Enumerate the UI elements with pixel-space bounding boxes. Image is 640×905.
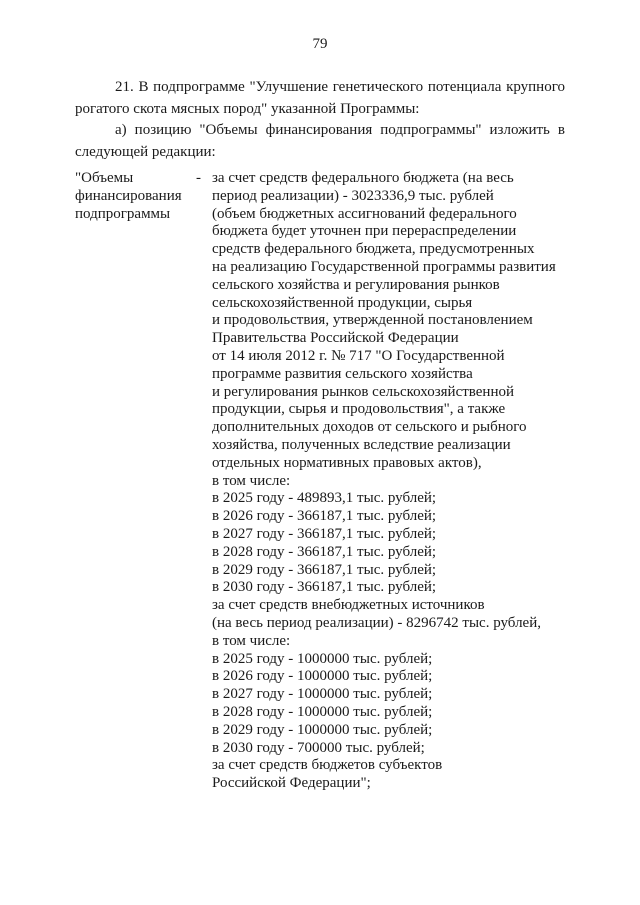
position-content-line: в 2026 году - 1000000 тыс. рублей; — [212, 668, 433, 685]
position-content-line: программе развития сельского хозяйства — [212, 365, 473, 382]
position-label-line: подпрограммы — [75, 205, 171, 222]
intro-paragraph-2-line: в следующей редакции: — [75, 122, 565, 160]
position-content-line: в 2029 году - 366187,1 тыс. рублей; — [212, 561, 437, 578]
position-content-line: хозяйства, полученных вследствие реализации — [212, 436, 511, 453]
intro-paragraph-2-line: а) позицию "Объемы финансирования подпрограммы" изложить — [115, 122, 550, 138]
position-dash: - — [196, 170, 201, 186]
position-content-line: в 2026 году - 366187,1 тыс. рублей; — [212, 508, 437, 525]
position-content-line: в 2027 году - 366187,1 тыс. рублей; — [212, 525, 437, 542]
position-content-line: в том числе: — [212, 472, 291, 489]
position-content-line: бюджета будет уточнен при перераспределении — [212, 223, 517, 240]
position-content-line: (объем бюджетных ассигнований федерального — [212, 205, 517, 222]
position-content-line: в 2027 году - 1000000 тыс. рублей; — [212, 686, 433, 703]
position-content-line: за счет средств федерального бюджета (на весь — [212, 170, 514, 186]
position-content-line: сельскохозяйственной продукции, сырья — [212, 294, 473, 311]
position-content-line: за счет средств бюджетов субъектов — [212, 757, 443, 774]
position-content-line: отдельных нормативных правовых актов), — [212, 454, 482, 471]
position-content-line: продукции, сырья и продовольствия", а также — [212, 401, 506, 418]
position-content-line: в 2030 году - 366187,1 тыс. рублей; — [212, 579, 437, 596]
position-label — [75, 170, 200, 223]
position-content-line: средств федерального бюджета, предусмотренных — [212, 241, 535, 258]
intro-paragraph-1-line: крупного рогатого скота мясных пород" указанной Программы: — [75, 79, 565, 117]
position-content-line: дополнительных доходов от сельского и рыбного — [212, 419, 527, 436]
position-content-line: в 2025 году - 489893,1 тыс. рублей; — [212, 490, 437, 507]
position-content-line: (на весь период реализации) - 8296742 тыс. рублей, — [212, 614, 541, 631]
position-content-line: и продовольствия, утвержденной постановлением — [212, 312, 533, 329]
position-content-line: в 2029 году - 1000000 тыс. рублей; — [212, 721, 433, 738]
position-content-line: в том числе: — [212, 632, 291, 649]
position-content-line: и регулирования рынков сельскохозяйственной — [212, 383, 515, 400]
intro-paragraph-1-line: 21. В подпрограмме "Улучшение генетического потенциала — [115, 79, 502, 95]
position-content — [212, 170, 565, 793]
position-content-line: в 2025 году - 1000000 тыс. рублей; — [212, 650, 433, 667]
position-content-line: Российской Федерации"; — [212, 775, 371, 792]
position-content-line: от 14 июля 2012 г. № 717 "О Государственной — [212, 347, 505, 364]
position-label-line: "Объемы — [75, 170, 134, 186]
position-content-line: за счет средств внебюджетных источников — [212, 597, 485, 614]
position-label-line: финансирования — [75, 187, 182, 204]
intro-paragraph-2 — [75, 120, 565, 163]
page-number: 79 — [312, 36, 328, 52]
position-content-line: в 2028 году - 1000000 тыс. рублей; — [212, 703, 433, 720]
position-content-line: на реализацию Государственной программы развития — [212, 258, 556, 275]
position-content-line: период реализации) - 3023336,9 тыс. рублей — [212, 187, 494, 204]
position-content-line: в 2030 году - 700000 тыс. рублей; — [212, 739, 425, 756]
position-content-line: сельского хозяйства и регулирования рынков — [212, 276, 500, 293]
intro-text — [75, 77, 565, 163]
position-content-line: в 2028 году - 366187,1 тыс. рублей; — [212, 543, 437, 560]
position-content-line: Правительства Российской Федерации — [212, 330, 459, 347]
intro-paragraph-1 — [75, 77, 565, 120]
